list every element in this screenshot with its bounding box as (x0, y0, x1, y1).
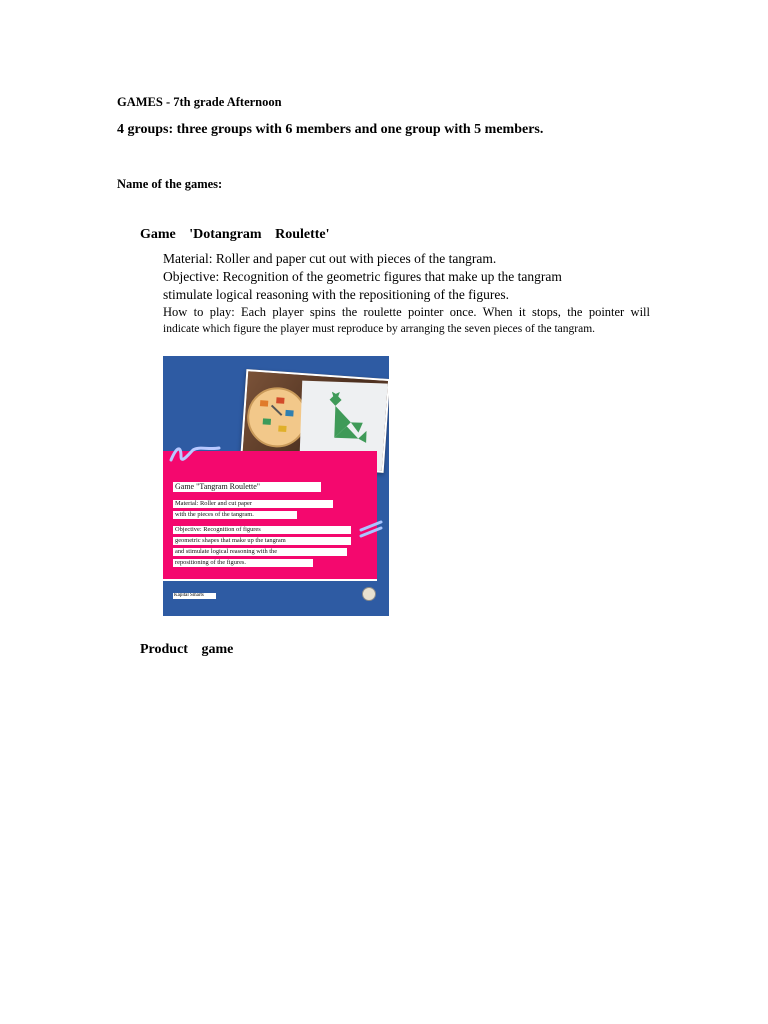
scribble-icon (169, 442, 221, 466)
game-1-objective: Objective: Recognition of the geometric figures that make up the tangram (163, 269, 562, 284)
poster-objective-1: Objective: Recognition of figures (173, 526, 351, 534)
poster-material-2: with the pieces of the tangram. (173, 511, 297, 519)
document-title: GAMES - 7th grade Afternoon (117, 95, 282, 109)
poster-title: Game "Tangram Roulette" (173, 482, 321, 492)
game-1-heading: Game 'Dotangram Roulette' (140, 227, 330, 242)
games-names-label: Name of the games: (117, 177, 223, 191)
poster-divider (163, 579, 377, 581)
game-1-how-to-play-cont: indicate which figure the player must reproduce by arranging the seven pieces of the tangram. (163, 323, 596, 335)
game-1-how-to-play: How to play: Each player spins the roulette pointer once. When it stops, the pointer will (163, 305, 650, 319)
game-2-heading: Product game (140, 642, 234, 657)
poster-objective-2: geometric shapes that make up the tangram (173, 537, 351, 545)
tangram-roulette-poster-image (163, 356, 389, 616)
poster-material-1: Material: Roller and cut paper (173, 500, 333, 508)
game-1-material: Material: Roller and paper cut out with pieces of the tangram. (163, 251, 497, 266)
game-1-objective-cont: stimulate logical reasoning with the repositioning of the figures. (163, 287, 510, 302)
groups-description: 4 groups: three groups with 6 members and one group with 5 members. (117, 122, 544, 137)
slash-marks-icon (359, 520, 387, 538)
tangram-cat-icon (324, 391, 370, 452)
poster-logo-icon (362, 587, 376, 601)
poster-footer: Kapital Smarts (173, 593, 216, 599)
poster-objective-4: repositioning of the figures. (173, 559, 313, 567)
poster-objective-3: and stimulate logical reasoning with the (173, 548, 347, 556)
